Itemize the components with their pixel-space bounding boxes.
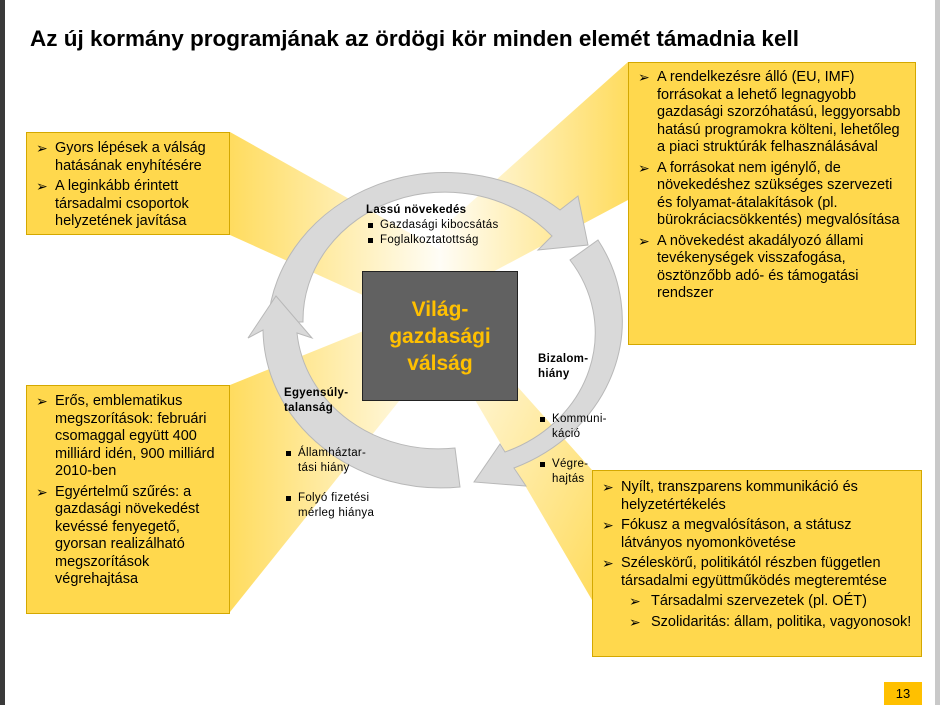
arrow-bullet-icon: ➢ — [602, 555, 614, 571]
arrow-bullet-icon: ➢ — [629, 613, 641, 630]
list-subitem: ➢ Társadalmi szervezetek (pl. OÉT) — [629, 593, 867, 609]
box-top-left — [26, 132, 230, 235]
center-label: Világ- gazdasági válság — [389, 297, 491, 375]
center-crisis-box — [362, 271, 518, 401]
list-subitem: ➢ Szolidaritás: állam, politika, vagyonosok! — [629, 613, 912, 630]
cycle-right-heading: Bizalom- hiány — [538, 353, 589, 380]
cycle-right-item: Kommuni- káció — [538, 412, 607, 442]
list-item: ➢ Gyors lépések a válság hatásának enyhítésére — [36, 140, 206, 174]
list-item: ➢ Egyértelmű szűrés: a gazdasági növekedést kevéssé fenyegető, gyorsan realizálható megszorítások végrehajtása — [36, 483, 200, 587]
arrow-bullet-icon: ➢ — [638, 232, 650, 249]
list-item: ➢ Erős, emblematikus megszorítások: februári csomaggal együtt 400 milliárd idén, 900 milliárd 2010-ben — [36, 393, 215, 479]
arrow-bullet-icon: ➢ — [36, 483, 48, 500]
arrow-bullet-icon: ➢ — [638, 69, 650, 85]
list-item: ➢ Fókusz a megvalósításon, a státusz látványos nyomonkövetése — [602, 517, 852, 551]
cycle-top-item: Gazdasági kibocsátás — [366, 218, 499, 233]
cycle-top-heading: Lassú növekedés — [366, 204, 467, 216]
arrow-bullet-icon: ➢ — [36, 140, 48, 156]
list-item: ➢ A rendelkezésre álló (EU, IMF) forrásokat a lehető legnagyobb gazdasági szorzóhatású, leggyorsabb hatású programokra költeni, lehetőleg a piaci struktúrák felhasználásával — [638, 69, 901, 155]
arrow-bullet-icon: ➢ — [36, 393, 48, 409]
page-title: Az új kormány programjának az ördögi kör minden elemét támadnia kell — [30, 26, 799, 51]
arrow-bullet-icon: ➢ — [629, 593, 641, 609]
box-bottom-left — [26, 385, 230, 614]
cycle-left-item: Folyó fizetési mérleg hiánya — [284, 491, 374, 521]
cycle-label-top — [366, 203, 499, 248]
list-item: ➢ A forrásokat nem igénylő, de növekedéshez szükséges szervezeti és folyamat-átalakítások (pl. bürokráciacsökkentés) megvalósítása — [638, 159, 900, 228]
cycle-right-item: Végre- hajtás — [538, 457, 607, 487]
list-item: ➢ Nyílt, transzparens kommunikáció és helyzetértékelés — [602, 479, 858, 513]
cycle-label-left — [284, 371, 374, 551]
box-top-right — [628, 62, 916, 345]
arrow-bullet-icon: ➢ — [36, 178, 48, 194]
list-item: ➢ Széleskörű, politikától részben független társadalmi együttműködés megteremtése — [602, 555, 887, 589]
box-bottom-right — [592, 470, 922, 657]
arrow-bullet-icon: ➢ — [602, 479, 614, 495]
cycle-left-item: Államháztar- tási hiány — [284, 446, 374, 476]
arrow-bullet-icon: ➢ — [638, 159, 650, 176]
page-number-badge: 13 — [884, 682, 922, 705]
cycle-left-heading: Egyensúly- talanság — [284, 387, 349, 414]
list-item: ➢ A növekedést akadályozó állami tevékenységek visszafogása, ösztönzőbb adó- és támogatási rendszer — [638, 232, 864, 301]
arrow-bullet-icon: ➢ — [602, 517, 614, 533]
cycle-top-item: Foglalkoztatottság — [366, 233, 499, 248]
list-item: ➢ A leginkább érintett társadalmi csoportok helyzetének javítása — [36, 178, 189, 229]
